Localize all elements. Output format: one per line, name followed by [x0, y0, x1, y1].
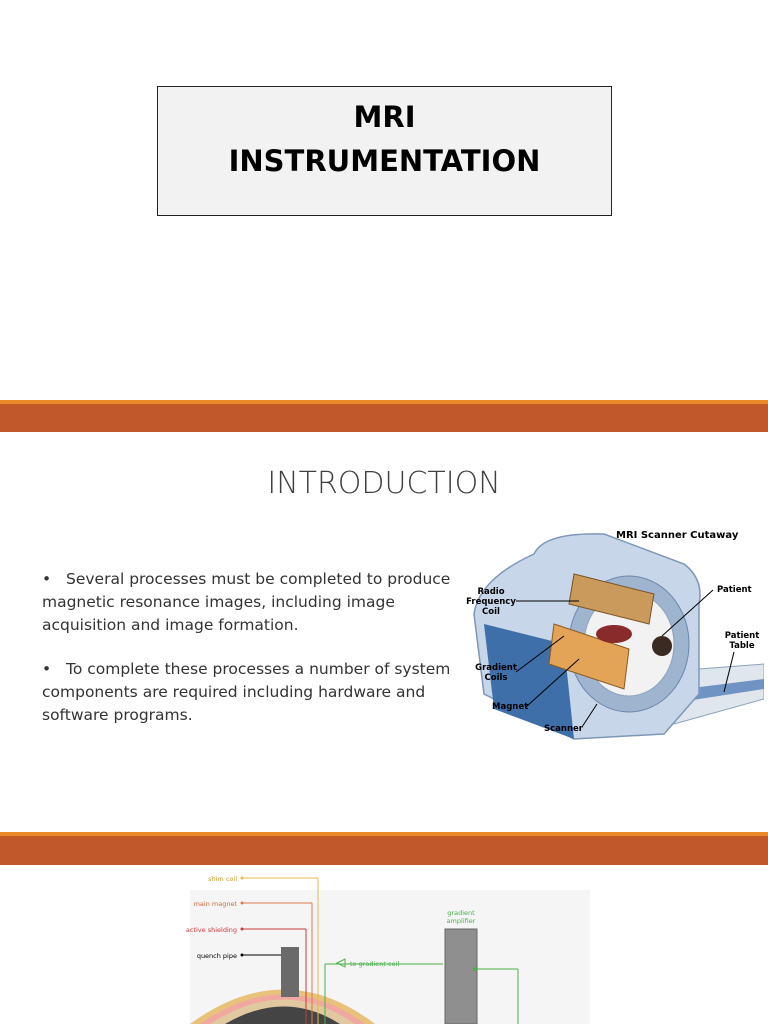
slide-title: INTRODUCTION	[267, 466, 501, 501]
patient-head-shape	[652, 636, 672, 656]
label-quench-pipe: quench pipe	[196, 952, 237, 960]
title-line-1: MRI	[353, 100, 416, 134]
bullet-list	[42, 568, 454, 748]
label-magnet: Magnet	[492, 702, 529, 712]
slide-divider-band	[0, 400, 768, 432]
bullet-marker: •	[42, 570, 52, 588]
label-gradient-coils-1: Gradient	[475, 663, 517, 673]
mri-components-diagram	[185, 865, 595, 1024]
slide-divider-band	[0, 832, 768, 865]
bullet-item	[42, 658, 454, 727]
components-slide	[0, 865, 768, 1024]
label-gradient-amplifier-1: gradient	[447, 909, 475, 917]
patient-shape	[596, 625, 632, 643]
label-rf-coil-3: Coil	[482, 607, 500, 617]
label-rf-coil-2: Frequency	[466, 597, 516, 607]
label-rf-coil-1: Radio	[477, 587, 505, 597]
label-patient: Patient	[717, 585, 752, 595]
mri-scanner-cutaway-figure	[464, 524, 764, 754]
label-gradient-amplifier-2: amplifier	[446, 917, 476, 925]
bullet-item	[42, 568, 454, 637]
label-main-magnet: main magnet	[193, 900, 237, 908]
label-active-shielding: active shielding	[185, 926, 237, 934]
label-patient-table-1: Patient	[724, 631, 760, 641]
bullet-text: Several processes must be completed to produce magnetic resonance images, including image acquisition and image formation.	[42, 570, 451, 634]
label-patient-table-2: Table	[729, 641, 755, 651]
bullet-marker: •	[42, 660, 52, 678]
bullet-text: To complete these processes a number of system components are required including hardware and software programs.	[42, 660, 451, 724]
gradient-amplifier-shape	[445, 929, 477, 1024]
introduction-slide	[0, 432, 768, 832]
title-box	[157, 86, 612, 216]
title-line-2: INSTRUMENTATION	[228, 144, 541, 178]
figure-title: MRI Scanner Cutaway	[616, 530, 739, 541]
label-shim-coil: shim coil	[208, 875, 237, 883]
label-scanner: Scanner	[544, 724, 583, 734]
quench-pipe-shape	[281, 947, 299, 997]
label-gradient-coils-2: Coils	[484, 673, 508, 683]
title-slide	[0, 0, 768, 400]
label-to-gradient-coil: to gradient coil	[350, 960, 400, 968]
